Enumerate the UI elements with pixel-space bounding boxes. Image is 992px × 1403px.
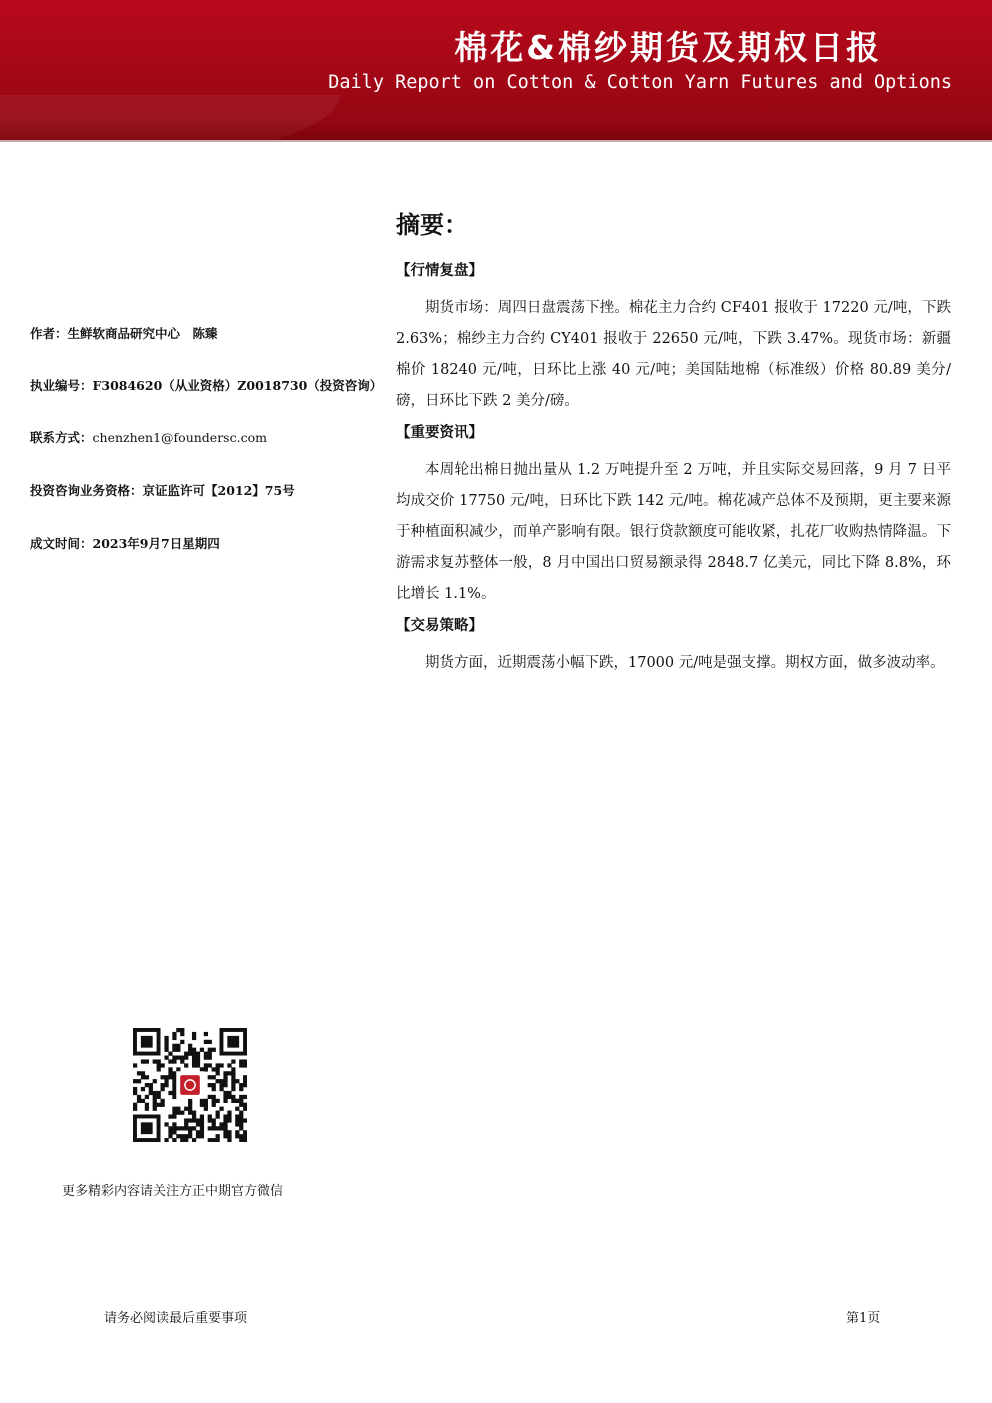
section-text-news: 本周轮出棉日抛出量从 1.2 万吨提升至 2 万吨，并且实际交易回落，9 月 7 日平均成交价 17750 元/吨，日环比下跌 142 元/吨。棉花减产总体不及预期，更主要来源于种植面积减少，而单产影响有限。银行贷款额度可能收紧，扎花厂收购热情降温。下游需求复苏整体一般，8 月中国出口贸易额录得 2848.7 亿美元，同比下降 8.8%，环比增长 1.1%。 — [396, 462, 951, 602]
contact-row — [30, 428, 267, 446]
section-text-market-review: 期货市场：周四日盘震荡下挫。棉花主力合约 CF401 报收于 17220 元/吨，下跌 2.63%；棉纱主力合约 CY401 报收于 22650 元/吨，下跌 3.47%。现货市场：新疆棉价 18240 元/吨，日环比上涨 40 元/吨；美国陆地棉（标准级）价格 80.89 美分/磅，日环比下跌 2 美分/磅。 — [396, 300, 951, 409]
author-row — [30, 324, 218, 342]
qr-caption: 更多精彩内容请关注方正中期官方微信 — [62, 1184, 284, 1199]
footer-notice: 请务必阅读最后重要事项 — [104, 1311, 248, 1326]
banner-shade — [0, 120, 992, 142]
qr-code-icon — [133, 1028, 247, 1142]
contact-email[interactable]: chenzhen1@foundersc.com — [92, 430, 267, 445]
section-heading-strategy: 【交易策略】 — [396, 618, 483, 634]
date-label: 成文时间： — [30, 536, 93, 551]
section-heading-market-review: 【行情复盘】 — [396, 263, 483, 279]
contact-label: 联系方式： — [30, 430, 93, 445]
qualification-label: 投资咨询业务资格： — [30, 483, 143, 498]
license-label: 执业编号： — [30, 378, 93, 393]
qualification-row — [30, 481, 295, 499]
page-number: 第1页 — [846, 1311, 881, 1326]
date-value: 2023年9月7日星期四 — [92, 536, 220, 551]
license-row — [30, 376, 382, 394]
summary-section — [396, 205, 951, 683]
report-title-cn: 棉花&棉纱期货及期权日报 — [454, 28, 882, 67]
qualification-value: 京证监许可【2012】75号 — [142, 483, 295, 498]
section-heading-news: 【重要资讯】 — [396, 425, 483, 441]
author-label: 作者： — [30, 326, 68, 341]
summary-title: 摘要： — [396, 211, 468, 239]
date-row — [30, 534, 220, 552]
report-title-en: Daily Report on Cotton & Cotton Yarn Futures and Options — [328, 72, 952, 93]
header-banner — [0, 0, 992, 140]
license-value: F3084620（从业资格）Z0018730（投资咨询） — [92, 378, 383, 393]
section-text-strategy: 期货方面，近期震荡小幅下跌，17000 元/吨是强支撑。期权方面，做多波动率。 — [425, 655, 945, 671]
author-value: 生鲜软商品研究中心 陈臻 — [67, 326, 218, 341]
